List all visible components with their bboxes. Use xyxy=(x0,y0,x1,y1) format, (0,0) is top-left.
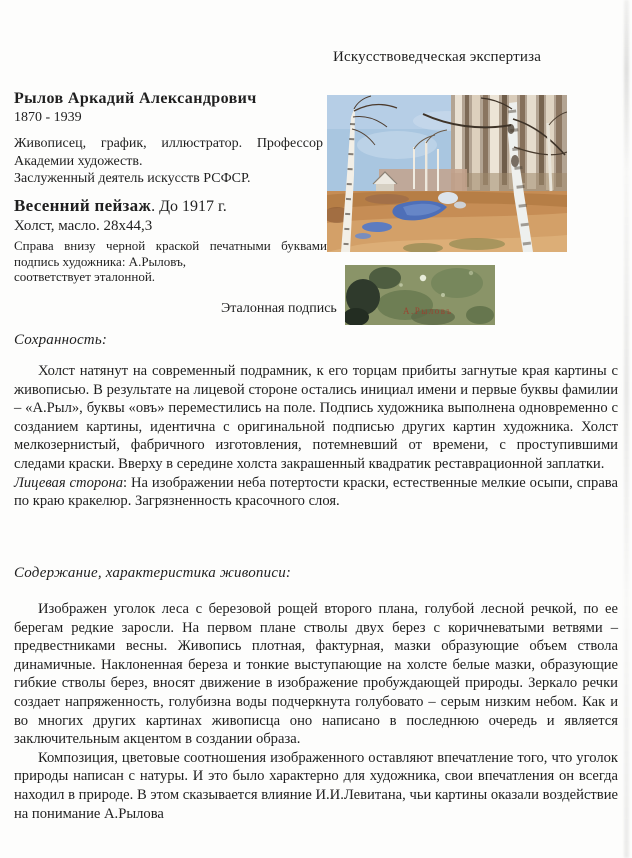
front-side-paragraph xyxy=(14,474,618,511)
reference-signature-image xyxy=(345,265,495,325)
red-signature-text: А.Рыловъ xyxy=(403,306,453,316)
artwork-title xyxy=(14,196,227,216)
front-side-label: Лицевая сторона xyxy=(14,474,123,491)
artist-honor-text: Заслуженный деятель искусств РСФСР. xyxy=(14,171,251,186)
artwork-signature-note xyxy=(14,238,327,285)
artwork-title-name: Весенний пейзаж xyxy=(14,196,152,215)
content-section-body xyxy=(14,600,618,823)
signature-fragment-svg xyxy=(345,265,495,325)
artist-bio-text: Живописец, график, иллюстратор. Профессор Академии художеств. xyxy=(14,136,323,169)
artist-name: Рылов Аркадий Александрович xyxy=(14,90,257,107)
artwork-title-date: . До 1917 г. xyxy=(151,198,227,215)
signature-note-text: Справа внизу черной краской печатными буквами подпись художника: А.Рыловъ, xyxy=(14,238,327,269)
artist-bio xyxy=(14,135,323,188)
reference-signature-label: Эталонная подпись xyxy=(221,301,337,316)
artist-years: 1870 - 1939 xyxy=(14,110,82,125)
front-side-text: : На изображении неба потертости краски, естественные мелкие осыпи, справа по краю кракелюр. Загрязненность красочного слоя. xyxy=(14,474,618,510)
document-type-label: Искусствоведческая экспертиза xyxy=(333,49,542,65)
content-section-heading: Содержание, характеристика живописи: xyxy=(14,565,292,581)
condition-section-body xyxy=(14,362,618,511)
painting-svg xyxy=(327,95,567,252)
artwork-medium: Холст, масло. 28х44,3 xyxy=(14,218,153,234)
condition-paragraph: Холст натянут на современный подрамник, к его торцам прибиты загнутые края картины с живописью. В результате на лицевой стороне остались инициал имени и первые буквы фамилии – «А.Рыл», буквы «овъ» переместились на поле. Подпись художника выполнена одновременно с созданием картины, идентична с оригинальной подписью других картин художника. Холст мелкозернистый, фабричного изготовления, потемневший от времени, с проступившими следами краски. Вверху в середине холста закрашенный квадратик реставрационной заплатки. xyxy=(14,363,618,472)
painting-reproduction-image xyxy=(327,95,567,252)
condition-section-heading: Сохранность: xyxy=(14,332,108,348)
content-paragraph-1: Изображен уголок леса с березовой рощей второго плана, голубой лесной речкой, по ее берегам редкие заросли. На первом плане стволы двух берез с коричневатыми ветвями – предвестниками весны. Живопись плотная, фактурная, мазки образующие объем ствола динамичные. Наклоненная береза и тонкие выступающие на холсте белые мазки, образующие гибкие стволы берез, вносят движение в изображение пробуждающей природы. Зеркало речки создает напряженность, голубизна воды подчеркнута голубовато – серым низким небом. Как и во многих других картинах живописца оно написано в последнюю очередь и является заключительным акцентом в создании образа. xyxy=(14,601,618,748)
content-paragraph-2: Композиция, цветовые соотношения изображенного оставляют впечатление того, что уголок природы написан с натуры. И это было характерно для художника, свои впечатления он всегда находил в природе. В этом сказывается влияние И.И.Левитана, чьи картины оказали воздействие на понимание А.Рылова xyxy=(14,749,618,822)
signature-note-text-2: соответствует эталонной. xyxy=(14,269,156,284)
scan-edge-artifact xyxy=(624,0,629,858)
